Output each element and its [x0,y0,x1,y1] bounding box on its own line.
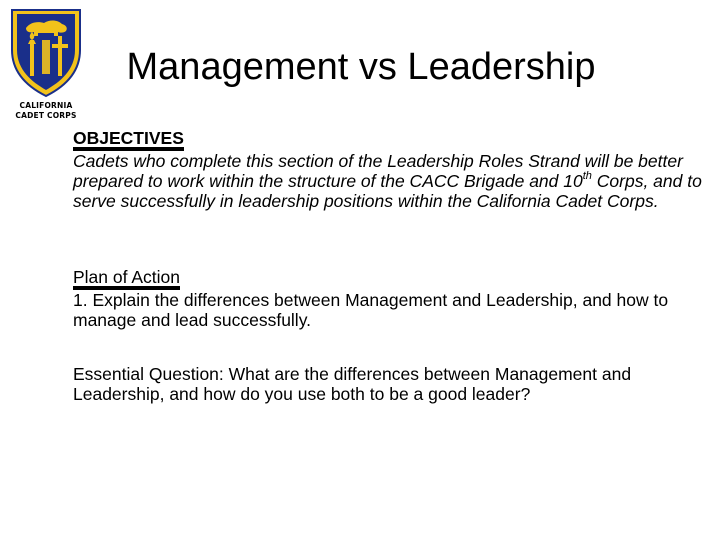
objectives-text-part1: Cadets who complete this section of the Leadership Roles Strand will be better prepared to work within the structure of the CACC Brigade and 10 [73,151,683,191]
logo-text-line2: CADET CORPS [15,111,77,120]
shield-emblem-icon [4,4,88,100]
california-cadet-corps-logo [4,4,88,124]
logo-text-line1: CALIFORNIA [19,101,73,110]
plan-item: 1. Explain the differences between Management and Leadership, and how to manage and lead successfully. [73,290,669,330]
objectives-section [73,128,703,211]
objectives-text-part2: Corps, and to serve successfully in leadership positions within the California Cadet Corps. [73,171,702,211]
objectives-superscript: th [582,170,592,183]
objectives-heading: OBJECTIVES [73,129,184,151]
plan-section [73,267,703,330]
slide-title: Management vs Leadership [126,46,596,88]
plan-heading: Plan of Action [73,268,180,290]
essential-question: Essential Question: What are the differences between Management and Leadership, and how do you use both to be a good leader? [73,364,632,404]
objectives-text [73,151,703,211]
